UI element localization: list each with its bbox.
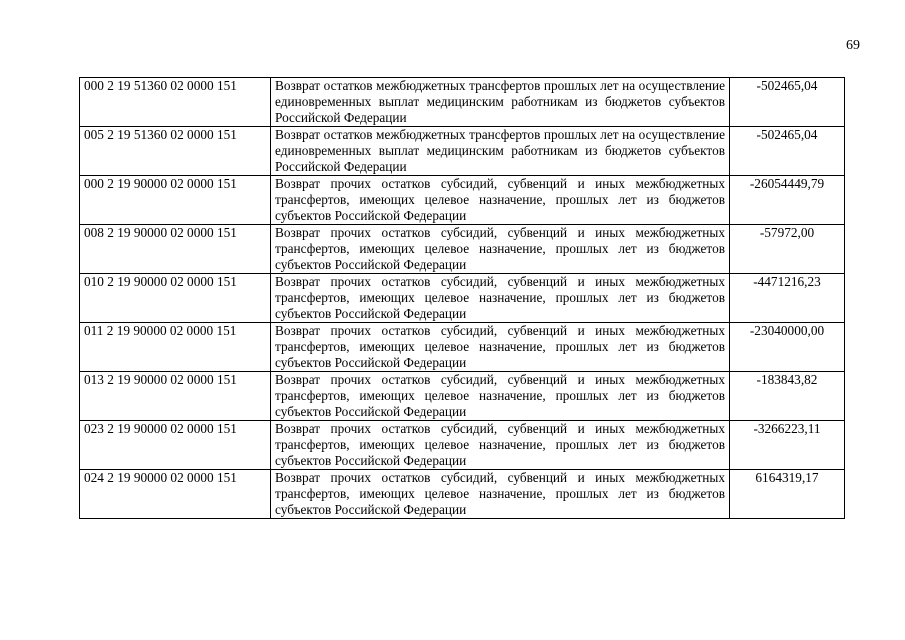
row-description: Возврат прочих остатков субсидий, субвенций и иных межбюджетных трансфертов, имеющих целевое назначение, прошлых лет из бюджетов субъектов Российской Федерации	[271, 176, 730, 225]
table-row	[80, 372, 845, 421]
budget-code: 005 2 19 51360 02 0000 151	[80, 127, 271, 176]
table-row	[80, 323, 845, 372]
budget-code: 000 2 19 90000 02 0000 151	[80, 176, 271, 225]
row-amount: -23040000,00	[730, 323, 845, 372]
row-description: Возврат прочих остатков субсидий, субвенций и иных межбюджетных трансфертов, имеющих целевое назначение, прошлых лет из бюджетов субъектов Российской Федерации	[271, 421, 730, 470]
row-description: Возврат прочих остатков субсидий, субвенций и иных межбюджетных трансфертов, имеющих целевое назначение, прошлых лет из бюджетов субъектов Российской Федерации	[271, 372, 730, 421]
row-description: Возврат прочих остатков субсидий, субвенций и иных межбюджетных трансфертов, имеющих целевое назначение, прошлых лет из бюджетов субъектов Российской Федерации	[271, 274, 730, 323]
row-amount: -57972,00	[730, 225, 845, 274]
row-amount: 6164319,17	[730, 470, 845, 519]
table-row	[80, 470, 845, 519]
row-amount: -4471216,23	[730, 274, 845, 323]
row-amount: -502465,04	[730, 127, 845, 176]
budget-code: 024 2 19 90000 02 0000 151	[80, 470, 271, 519]
budget-table	[79, 77, 845, 519]
row-amount: -183843,82	[730, 372, 845, 421]
row-description: Возврат остатков межбюджетных трансфертов прошлых лет на осуществление единовременных выплат медицинским работникам из бюджетов субъектов Российской Федерации	[271, 127, 730, 176]
row-amount: -26054449,79	[730, 176, 845, 225]
budget-code: 008 2 19 90000 02 0000 151	[80, 225, 271, 274]
row-amount: -3266223,11	[730, 421, 845, 470]
budget-code: 011 2 19 90000 02 0000 151	[80, 323, 271, 372]
table-row	[80, 274, 845, 323]
budget-code: 000 2 19 51360 02 0000 151	[80, 78, 271, 127]
budget-code: 010 2 19 90000 02 0000 151	[80, 274, 271, 323]
table-row	[80, 176, 845, 225]
row-description: Возврат прочих остатков субсидий, субвенций и иных межбюджетных трансфертов, имеющих целевое назначение, прошлых лет из бюджетов субъектов Российской Федерации	[271, 470, 730, 519]
row-description: Возврат прочих остатков субсидий, субвенций и иных межбюджетных трансфертов, имеющих целевое назначение, прошлых лет из бюджетов субъектов Российской Федерации	[271, 225, 730, 274]
row-description: Возврат остатков межбюджетных трансфертов прошлых лет на осуществление единовременных выплат медицинским работникам из бюджетов субъектов Российской Федерации	[271, 78, 730, 127]
table-row	[80, 421, 845, 470]
budget-code: 013 2 19 90000 02 0000 151	[80, 372, 271, 421]
table-row	[80, 225, 845, 274]
table-row	[80, 127, 845, 176]
row-description: Возврат прочих остатков субсидий, субвенций и иных межбюджетных трансфертов, имеющих целевое назначение, прошлых лет из бюджетов субъектов Российской Федерации	[271, 323, 730, 372]
table-row	[80, 78, 845, 127]
page-number: 69	[846, 38, 860, 53]
budget-code: 023 2 19 90000 02 0000 151	[80, 421, 271, 470]
row-amount: -502465,04	[730, 78, 845, 127]
